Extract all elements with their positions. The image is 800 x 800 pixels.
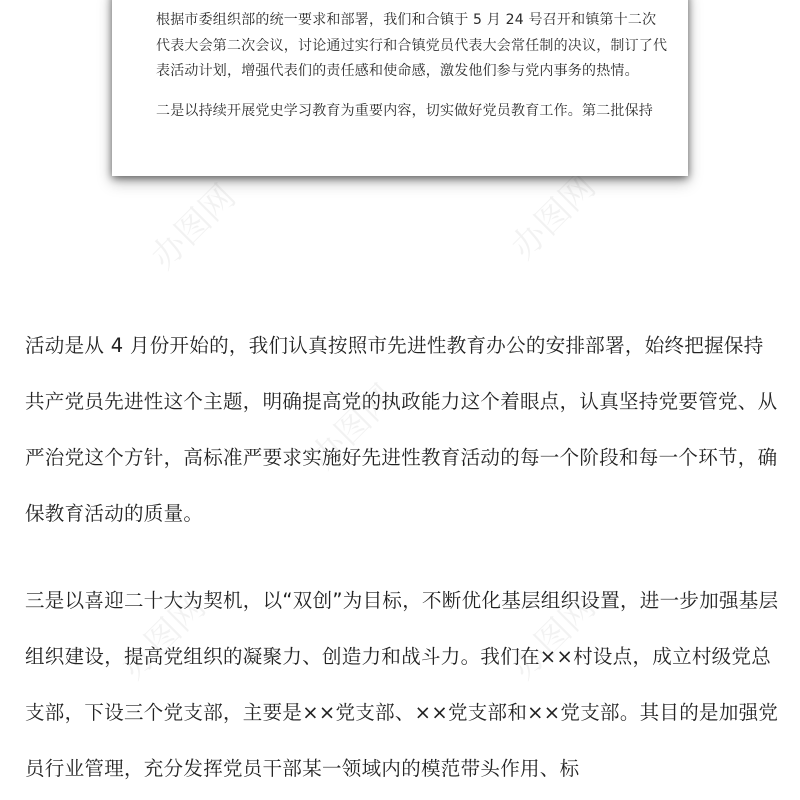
watermark: 办图网 [303, 376, 404, 478]
watermark: 办图网 [143, 176, 244, 278]
body-paragraph-2 [25, 573, 781, 797]
watermark: 办图网 [503, 166, 604, 268]
card-paragraph: 二是以持续开展党史学习教育为重要内容，切实做好党员教育工作。第二批保持 [156, 102, 653, 119]
card-paragraph: 根据市委组织部的统一要求和部署，我们和合镇于 5 月 24 号召开和镇第十二次代表大会第二次会议，讨论通过实行和合镇党员代表大会常任制的决议，制订了代表活动计划，增强代表们的责任感和使命感，激发他们参与党内事务的热情。 [156, 12, 668, 79]
body-paragraph-text: 活动是从 4 月份开始的，我们认真按照市先进性教育办公的安排部署，始终把握保持共产党员先进性这个主题，明确提高党的执政能力这个着眼点，认真坚持党要管党、从严治党这个方针，高标准严要求实施好先进性教育活动的每一个阶段和每一个环节，确保教育活动的质量。 [25, 334, 778, 525]
body-paragraph-1 [25, 318, 781, 542]
body-paragraph-text: 三是以喜迎二十大为契机，以“双创”为目标，不断优化基层组织设置，进一步加强基层组织建设，提高党组织的凝聚力、创造力和战斗力。我们在××村设点，成立村级党总支部，下设三个党支部，主要是××党支部、××党支部和××党支部。其目的是加强党员行业管理，充分发挥党员干部某一领域内的模范带头作用、标 [25, 589, 779, 780]
excerpt-card [112, 0, 688, 176]
watermark: 办图网 [113, 586, 214, 688]
watermark: 办图网 [503, 586, 604, 688]
